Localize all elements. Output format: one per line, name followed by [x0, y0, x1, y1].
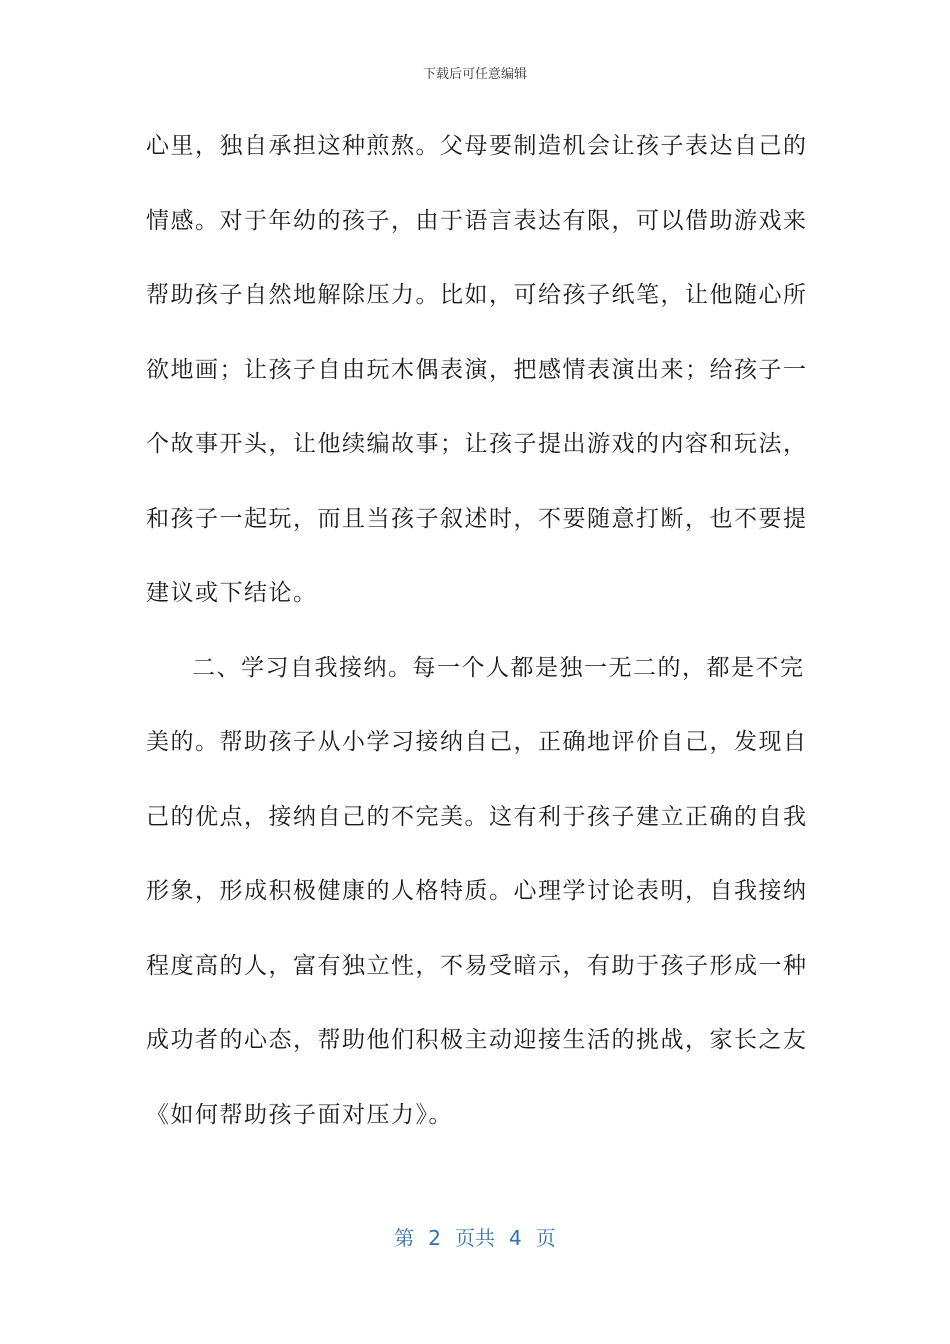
page-footer	[0, 1224, 950, 1252]
text-line: 己的优点，接纳自己的不完美。这有利于孩子建立正确的自我	[146, 803, 808, 830]
text-line: 心里，独自承担这种煎熬。父母要制造机会让孩子表达自己的	[146, 133, 808, 159]
text-line: 帮助孩子自然地解除压力。比如，可给孩子纸笔，让他随心所	[146, 282, 808, 308]
footer-suffix: 页	[535, 1226, 556, 1250]
footer-middle: 页共	[455, 1226, 495, 1250]
text-line: 成功者的心态，帮助他们积极主动迎接生活的挑战，家长之友	[146, 1027, 808, 1053]
text-line: 美的。帮助孩子从小学习接纳自己，正确地评价自己，发现自	[146, 729, 808, 755]
text-line: 情感。对于年幼的孩子，由于语言表达有限，可以借助游戏来	[146, 207, 808, 234]
text-line: 欲地画；让孩子自由玩木偶表演，把感情表演出来；给孩子一	[146, 356, 808, 383]
text-line: 个故事开头，让他续编故事；让孩子提出游戏的内容和玩法，	[146, 431, 808, 457]
text-line: 建议或下结论。	[146, 580, 318, 606]
text-line: 《如何帮助孩子面对压力》。	[146, 1101, 453, 1128]
text-line: 程度高的人，富有独立性，不易受暗示，有助于孩子形成一种	[146, 952, 808, 979]
footer-prefix: 第	[394, 1226, 415, 1250]
text-line: 形象，形成积极健康的人格特质。心理学讨论表明，自我接纳	[146, 878, 808, 904]
paragraph-start-line: 二、学习自我接纳。每一个人都是独一无二的，都是不完	[192, 654, 805, 681]
text-line: 和孩子一起玩，而且当孩子叙述时，不要随意打断，也不要提	[146, 505, 808, 532]
footer-current-page: 2	[428, 1226, 441, 1250]
page-header-note: 下载后可任意编辑	[422, 67, 527, 82]
footer-total-pages: 4	[509, 1226, 522, 1250]
document-body	[146, 124, 806, 1167]
